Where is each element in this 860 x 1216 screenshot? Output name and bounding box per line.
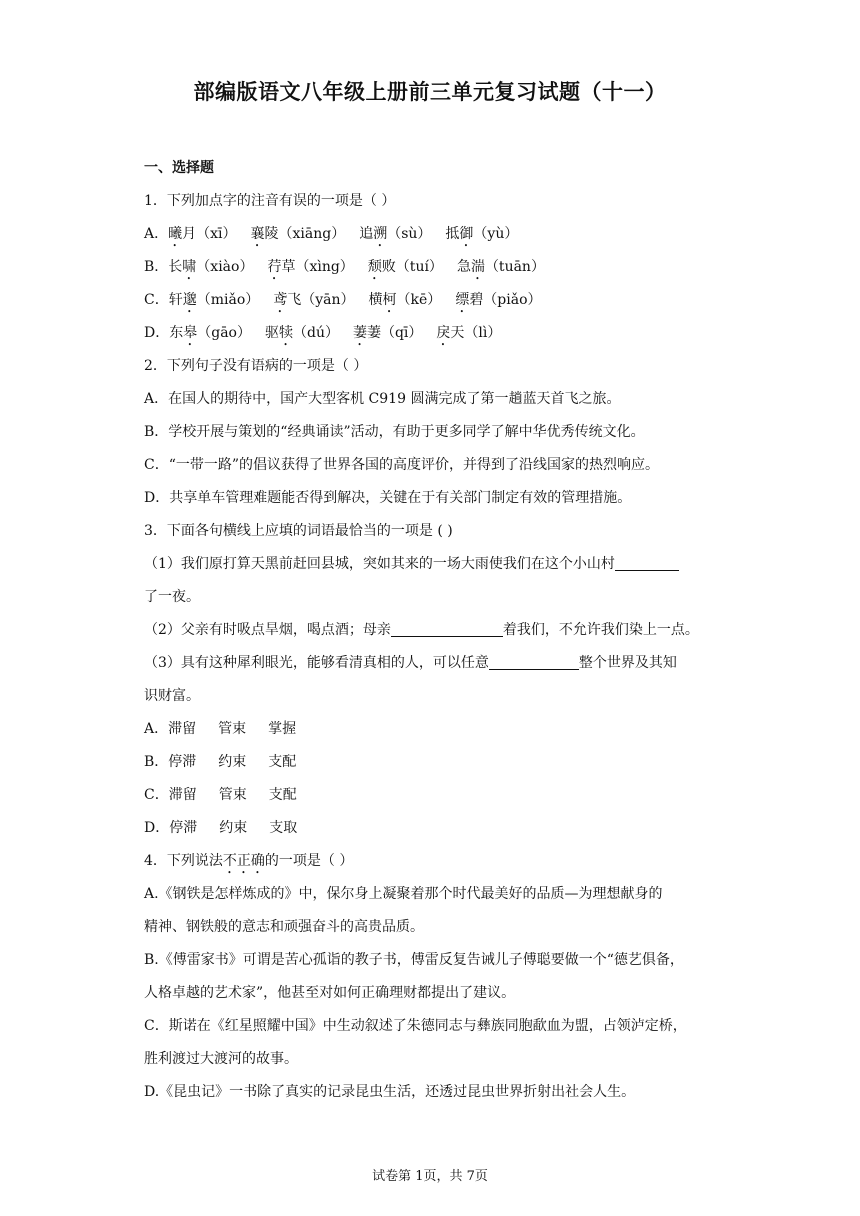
- q2-option-c[interactable]: C．“一带一路”的倡议获得了世界各国的高度评价，并得到了沿线国家的热烈响应。: [144, 457, 660, 473]
- option-item: 荇草（xìng）: [267, 259, 354, 275]
- question-1: [144, 185, 724, 350]
- q4-option-d[interactable]: D.《昆虫记》一书除了真实的记录昆虫生活，还透过昆虫世界折射出社会人生。: [144, 1084, 636, 1100]
- option-item: 追溯（sù）: [359, 226, 432, 242]
- question-2: [144, 350, 724, 515]
- option-item: 颓败（tuí）: [367, 259, 443, 275]
- emphasized-text: 不正确: [222, 853, 265, 869]
- option-item: 抵御（yù）: [445, 226, 519, 242]
- q3-option-b[interactable]: B．停滞 约束 支配: [144, 754, 297, 770]
- section-heading: 一、选择题: [144, 160, 214, 176]
- question-3: [144, 515, 724, 845]
- option-item: 轩邈（miǎo）: [168, 292, 260, 308]
- option-item: 鸢飞（yān）: [273, 292, 355, 308]
- q1-option-a[interactable]: [144, 218, 724, 251]
- q1-option-c[interactable]: [144, 284, 724, 317]
- q3-sentence-3-cont: 识财富。: [144, 688, 200, 704]
- q4-option-b[interactable]: B.《傅雷家书》可谓是苦心孤诣的教子书，傅雷反复告诫儿子傅聪要做一个“德艺俱备， 人格卓越的艺术家”，他甚至对如何正确理财都提出了建议。: [144, 952, 684, 1001]
- question-3-stem: 3．下面各句横线上应填的词语最恰当的一项是 ( ): [144, 523, 453, 539]
- option-item: 横柯（kē）: [368, 292, 442, 308]
- question-2-stem: 2．下列句子没有语病的一项是（ ）: [144, 358, 368, 374]
- option-item: 戾天（lì）: [436, 325, 502, 341]
- option-label: D．: [144, 325, 170, 341]
- question-3-options: [144, 713, 724, 845]
- fill-blank[interactable]: [615, 552, 679, 571]
- option-item: 急湍（tuān）: [456, 259, 545, 275]
- q2-option-a[interactable]: A．在国人的期待中，国产大型客机 C919 圆满完成了第一趟蓝天首飞之旅。: [144, 391, 621, 407]
- exam-content: [144, 152, 724, 1109]
- fill-blank[interactable]: [489, 651, 579, 670]
- q3-sentence-3: （3）具有这种犀利眼光，能够看清真相的人，可以任意 整个世界及其知: [144, 647, 724, 680]
- q2-option-d[interactable]: D．共享单车管理难题能否得到解决，关键在于有关部门制定有效的管理措施。: [144, 490, 632, 506]
- q2-option-b[interactable]: B．学校开展与策划的“经典诵读”活动，有助于更多同学了解中华优秀传统文化。: [144, 424, 645, 440]
- option-label: C．: [144, 292, 169, 308]
- option-item: 长啸（xiào）: [168, 259, 254, 275]
- option-label: A．: [144, 226, 169, 242]
- q3-option-c[interactable]: C．滞留 管束 支配: [144, 787, 297, 803]
- question-4-stem: 4．下列说法不正确的一项是（ ）: [144, 853, 354, 869]
- q1-option-b[interactable]: [144, 251, 724, 284]
- option-item: 曦月（xī）: [168, 226, 237, 242]
- option-item: 驱犊（dú）: [264, 325, 339, 341]
- option-item: 襄陵（xiāng）: [250, 226, 346, 242]
- option-item: 缥碧（piǎo）: [455, 292, 542, 308]
- q4-option-c[interactable]: C．斯诺在《红星照耀中国》中生动叙述了朱德同志与彝族同胞歃血为盟，占领泸定桥， 胜利渡过大渡河的故事。: [144, 1018, 687, 1067]
- question-1-stem: 1．下列加点字的注音有误的一项是（ ）: [144, 193, 396, 209]
- question-1-options: [144, 218, 724, 350]
- fill-blank[interactable]: [391, 618, 503, 637]
- option-label: B．: [144, 259, 169, 275]
- q3-sentence-1-cont: 了一夜。: [144, 589, 200, 605]
- q1-option-d[interactable]: [144, 317, 724, 350]
- page-footer: 试卷第 1页，共 7页: [372, 1169, 488, 1184]
- q3-sentence-1: （1）我们原打算天黑前赶回县城，突如其来的一场大雨使我们在这个小山村: [144, 548, 724, 581]
- q3-option-d[interactable]: D．停滞 约束 支取: [144, 820, 298, 836]
- question-4: [144, 845, 724, 1109]
- q4-option-a[interactable]: A.《钢铁是怎样炼成的》中，保尔身上凝聚着那个时代最美好的品质—为理想献身的 精神、钢铁般的意志和顽强奋斗的高贵品质。: [144, 886, 663, 935]
- option-item: 东皋（gāo）: [169, 325, 251, 341]
- page-title: 部编版语文八年级上册前三单元复习试题（十一）: [193, 79, 667, 104]
- option-item: 萋萋（qī）: [352, 325, 423, 341]
- q3-option-a[interactable]: A．滞留 管束 掌握: [144, 721, 297, 737]
- q3-sentence-2: （2）父亲有时吸点旱烟，喝点酒；母亲 着我们，不允许我们染上一点。: [144, 614, 724, 647]
